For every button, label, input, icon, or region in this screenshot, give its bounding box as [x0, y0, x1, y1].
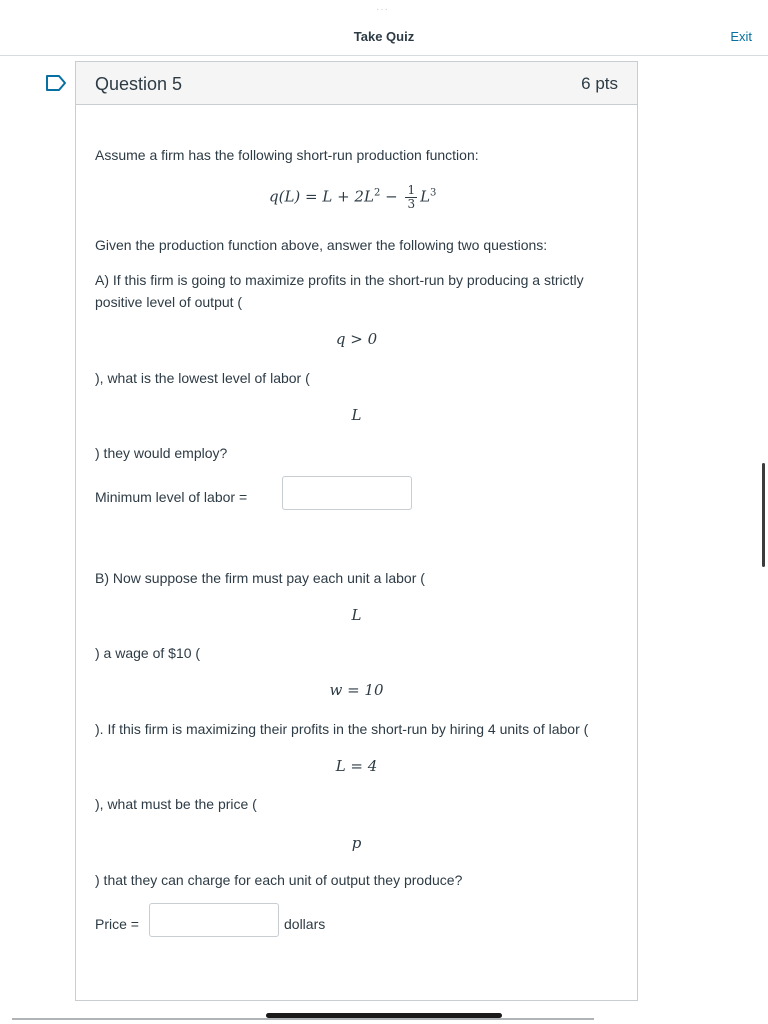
equation-exp2: 2	[373, 187, 381, 199]
production-function-equation	[269, 184, 436, 211]
price-unit: dollars	[284, 916, 326, 932]
fraction-numerator: 1	[407, 183, 416, 197]
exit-link[interactable]: Exit	[730, 29, 752, 44]
math-labor-2: L	[351, 606, 362, 624]
flag-icon[interactable]	[45, 74, 67, 92]
fraction-denominator: 3	[407, 197, 416, 211]
part-a-line3-post: (	[301, 370, 310, 386]
question-intro: Assume a firm has the following short-run production function:	[95, 147, 479, 163]
part-b-line1: B) Now suppose the firm must pay each unit a labor (	[95, 570, 425, 586]
equation-minus: −	[380, 187, 403, 206]
question-header	[76, 62, 637, 105]
given-text: Given the production function above, answer the following two questions:	[95, 237, 548, 253]
top-dots: ···	[376, 4, 389, 15]
top-bar	[0, 0, 768, 56]
min-labor-input[interactable]	[282, 476, 412, 510]
part-b-line3: ). If this firm is maximizing their profits in the short-run by hiring 4 units of labor (	[95, 721, 589, 737]
page-title: Take Quiz	[353, 29, 415, 44]
part-a-line3-emphasis: lowest level of labor	[178, 370, 302, 386]
equation-exp3: 3	[430, 187, 437, 199]
part-b-line4: ), what must be the price (	[95, 796, 257, 812]
question-title: Question 5	[95, 74, 183, 94]
part-a-line3-pre: ), what is the	[95, 370, 179, 386]
part-a-line4: ) they would employ?	[95, 445, 228, 461]
scrollbar[interactable]	[762, 463, 765, 567]
bottom-divider	[12, 1018, 594, 1020]
equation-lhs: q(L) = L + 2L	[269, 187, 374, 206]
home-indicator[interactable]	[266, 1013, 502, 1018]
question-card	[75, 61, 638, 1001]
part-b-line2: ) a wage of $10 (	[95, 645, 201, 661]
min-labor-label: Minimum level of labor =	[95, 489, 248, 505]
part-a-line3	[95, 367, 310, 389]
part-b-line5: ) that they can charge for each unit of output they produce?	[95, 872, 463, 888]
math-price: p	[351, 834, 362, 852]
math-labor-4: L = 4	[335, 757, 378, 775]
part-a-line2: positive level of output (	[95, 294, 243, 310]
math-q-positive: q > 0	[335, 330, 378, 348]
part-a-line1: A) If this firm is going to maximize profits in the short-run by producing a strictly	[95, 272, 584, 288]
price-label: Price =	[95, 916, 139, 932]
equation-L: L	[420, 187, 431, 206]
question-points: 6 pts	[581, 74, 618, 93]
price-input[interactable]	[149, 903, 279, 937]
math-labor-1: L	[351, 406, 362, 424]
equation-fraction	[405, 184, 417, 211]
math-wage: w = 10	[329, 681, 384, 699]
